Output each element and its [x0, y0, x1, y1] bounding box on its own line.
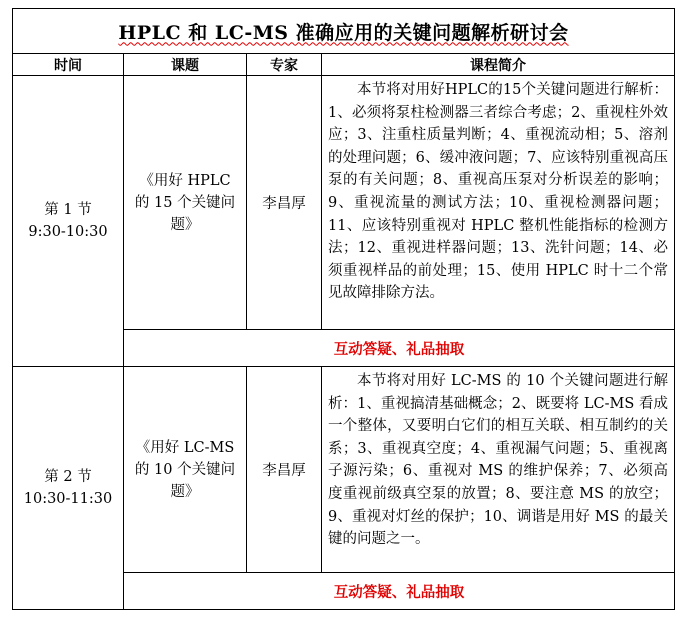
- column-header-intro: 课程简介: [322, 54, 675, 76]
- session-row-2: [13, 367, 675, 573]
- session-expert-2: 李昌厚: [247, 367, 322, 573]
- session-time-label: 第 1 节: [44, 202, 92, 218]
- session-time-label: 第 2 节: [44, 469, 92, 485]
- column-header-expert: 专家: [247, 54, 322, 76]
- session-time-range: 9:30-10:30: [28, 224, 108, 240]
- session-time-range: 10:30-11:30: [23, 491, 113, 507]
- seminar-schedule-table: [12, 8, 675, 610]
- column-header-time: 时间: [13, 54, 124, 76]
- session-qa-2: 互动答疑、礼品抽取: [124, 573, 675, 610]
- session-topic-1: 《用好 HPLC 的 15 个关键问题》: [124, 76, 247, 330]
- session-intro-1: 本节将对用好HPLC的15个关键问题进行解析：1、必须将泵柱检测器三者综合考虑；2、重视柱外效应；3、注重柱质量判断；4、重视流动相；5、溶剂的处理问题；6、缓冲液问题；7、应该特别重视高压泵的有关问题；8、重视高压泵对分析误差的影响；9、重视流量的测试方法；10、重视检测器问题；11、应该特别重视对 HPLC 整机性能指标的检测方法；12、重视进样器问题；13、洗针问题；14、必须重视样品的前处理；15、使用 HPLC 时十二个常见故障排除方法。: [322, 76, 675, 330]
- column-header-topic: 课题: [124, 54, 247, 76]
- session-time-1: [13, 76, 124, 367]
- session-qa-1: 互动答疑、礼品抽取: [124, 330, 675, 367]
- session-intro-2: 本节将对用好 LC-MS 的 10 个关键问题进行解析：1、重视搞清基础概念；2、既要将 LC-MS 看成一个整体，又要明白它们的相互关联、相互制约的关系；3、重视真空度；4、重视漏气问题；5、重视离子源污染；6、重视对 MS 的维护保养；7、必须高度重视前级真空泵的放置；8、要注意 MS 的放空；9、重视对灯丝的保护；10、调谐是用好 MS 的最关键的问题之一。: [322, 367, 675, 573]
- title-row: [13, 9, 675, 54]
- session-time-2: [13, 367, 124, 610]
- header-row: [13, 54, 675, 76]
- session-expert-1: 李昌厚: [247, 76, 322, 330]
- session-topic-2: 《用好 LC-MS 的 10 个关键问题》: [124, 367, 247, 573]
- session-row-1: [13, 76, 675, 330]
- seminar-title: HPLC 和 LC-MS 准确应用的关键问题解析研讨会: [13, 9, 675, 54]
